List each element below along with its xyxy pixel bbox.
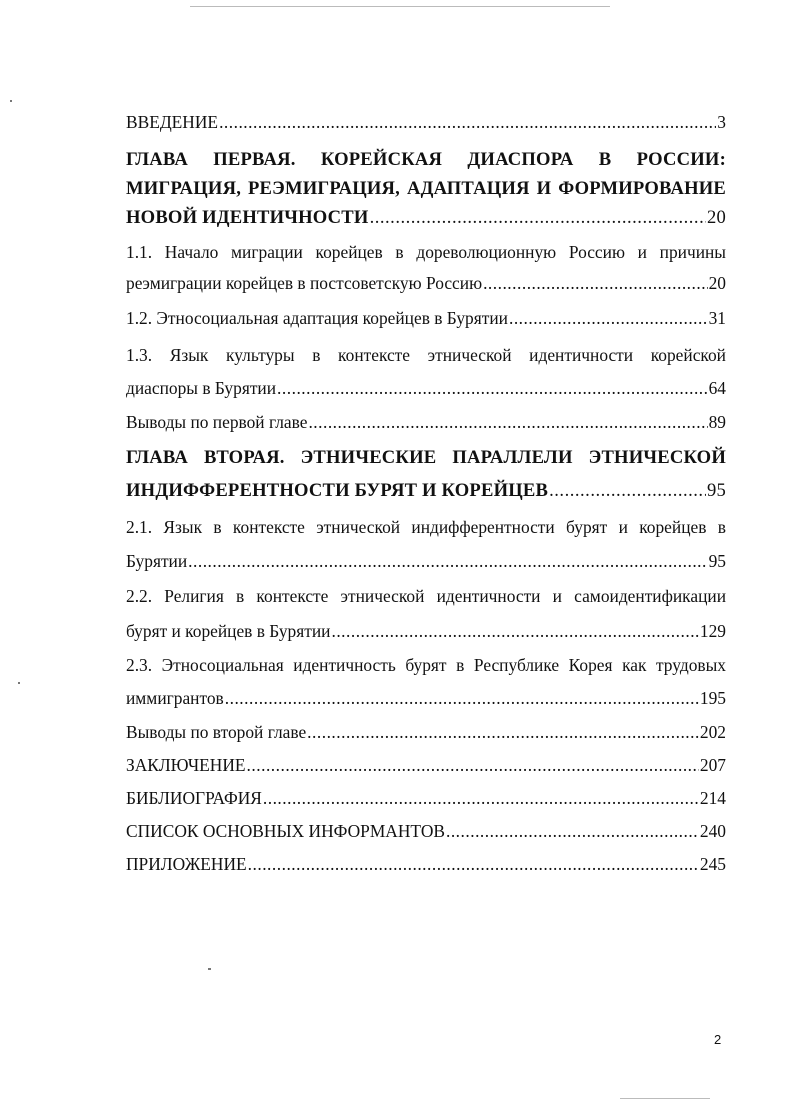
toc-leader-dots	[307, 716, 699, 749]
toc-page-number: 95	[708, 551, 726, 571]
toc-leader-dots	[277, 372, 708, 405]
toc-label-line: МИГРАЦИЯ, РЕЭМИГРАЦИЯ, АДАПТАЦИЯ И ФОРМИРОВАНИЕ	[126, 178, 726, 199]
toc-leader-dots	[370, 203, 706, 232]
toc-entry-conclusions-2[interactable]	[126, 716, 726, 749]
toc-label-line: 1.3. Язык культуры в контексте этнической идентичности корейской	[126, 345, 726, 365]
toc-entry-bibliography[interactable]	[126, 782, 726, 815]
toc-leader-dots	[188, 544, 707, 578]
scan-speck	[620, 1098, 710, 1099]
toc-label: ВВЕДЕНИЕ	[126, 112, 219, 132]
scan-speck	[208, 968, 211, 970]
toc-page-number: 20	[708, 273, 726, 293]
toc-page-number: 95	[707, 480, 726, 501]
toc-entry-conclusions-1[interactable]	[126, 406, 726, 439]
toc-page-number: 31	[708, 308, 726, 328]
toc-entry-informants[interactable]	[126, 815, 726, 848]
page-number: 2	[714, 1032, 722, 1047]
scan-speck	[10, 100, 12, 102]
toc-entry-conclusion[interactable]	[126, 749, 726, 782]
scan-speck	[18, 682, 20, 684]
toc-label-line: НОВОЙ ИДЕНТИЧНОСТИ	[126, 207, 369, 228]
toc-entry-chapter-2[interactable]	[126, 441, 726, 507]
toc-entry-1-3[interactable]	[126, 339, 726, 405]
toc-label-line: 1.1. Начало миграции корейцев в дореволюционную Россию и причины	[126, 242, 726, 262]
toc-leader-dots	[225, 682, 699, 715]
scan-speck	[190, 6, 610, 7]
toc-entry-2-2[interactable]	[126, 579, 726, 649]
toc-leader-dots	[219, 112, 716, 133]
toc-label: ЗАКЛЮЧЕНИЕ	[126, 755, 246, 775]
toc-label-line: иммигрантов	[126, 688, 224, 708]
toc-label-line: 2.2. Религия в контексте этнической идентичности и самоидентификации	[126, 586, 726, 606]
toc-label-line: реэмиграции корейцев в постсоветскую Россию	[126, 273, 483, 293]
toc-page-number: 202	[699, 722, 726, 742]
toc-page-number: 207	[699, 755, 726, 775]
toc-entry-intro[interactable]	[126, 112, 726, 133]
toc-leader-dots	[446, 815, 699, 848]
toc-label-line: диаспоры в Бурятии	[126, 378, 277, 398]
toc-page-number: 214	[699, 788, 726, 808]
table-of-contents	[126, 112, 726, 881]
toc-entry-1-1[interactable]	[126, 237, 726, 299]
toc-leader-dots	[248, 848, 699, 881]
toc-page-number: 245	[699, 854, 726, 874]
toc-label: ПРИЛОЖЕНИЕ	[126, 854, 247, 874]
toc-entry-1-2[interactable]	[126, 303, 726, 334]
toc-page-number: 89	[708, 412, 726, 432]
toc-page-number: 195	[699, 688, 726, 708]
toc-page-number: 64	[708, 378, 726, 398]
toc-leader-dots	[509, 303, 708, 334]
toc-label: СПИСОК ОСНОВНЫХ ИНФОРМАНТОВ	[126, 821, 445, 841]
toc-page-number: 3	[717, 112, 726, 132]
toc-label-line: ГЛАВА ВТОРАЯ. ЭТНИЧЕСКИЕ ПАРАЛЛЕЛИ ЭТНИЧЕСКОЙ	[126, 447, 726, 468]
toc-entry-2-1[interactable]	[126, 510, 726, 578]
toc-label-line: бурят и корейцев в Бурятии	[126, 621, 331, 641]
toc-label-line: 2.1. Язык в контексте этнической индифферентности бурят и корейцев в	[126, 517, 726, 537]
toc-leader-dots	[247, 749, 699, 782]
toc-label-line: ИНДИФФЕРЕНТНОСТИ БУРЯТ И КОРЕЙЦЕВ	[126, 480, 549, 501]
toc-label: Выводы по первой главе	[126, 412, 308, 432]
toc-entry-2-3[interactable]	[126, 649, 726, 715]
toc-label: Выводы по второй главе	[126, 722, 307, 742]
toc-leader-dots	[331, 614, 698, 649]
toc-entry-chapter-1[interactable]	[126, 145, 726, 232]
toc-leader-dots	[549, 474, 706, 507]
toc-leader-dots	[483, 268, 708, 299]
toc-page-number: 240	[699, 821, 726, 841]
toc-label-line: Бурятии	[126, 551, 188, 571]
toc-label-line: 2.3. Этносоциальная идентичность бурят в Республике Корея как трудовых	[126, 655, 726, 675]
toc-page-number: 129	[699, 621, 726, 641]
toc-entry-appendix[interactable]	[126, 848, 726, 881]
toc-leader-dots	[263, 782, 699, 815]
toc-label-line: ГЛАВА ПЕРВАЯ. КОРЕЙСКАЯ ДИАСПОРА В РОССИИ:	[126, 149, 726, 170]
toc-label: БИБЛИОГРАФИЯ	[126, 788, 262, 808]
toc-leader-dots	[308, 406, 707, 439]
toc-label: 1.2. Этносоциальная адаптация корейцев в Бурятии	[126, 308, 508, 328]
toc-page-number: 20	[707, 207, 726, 228]
